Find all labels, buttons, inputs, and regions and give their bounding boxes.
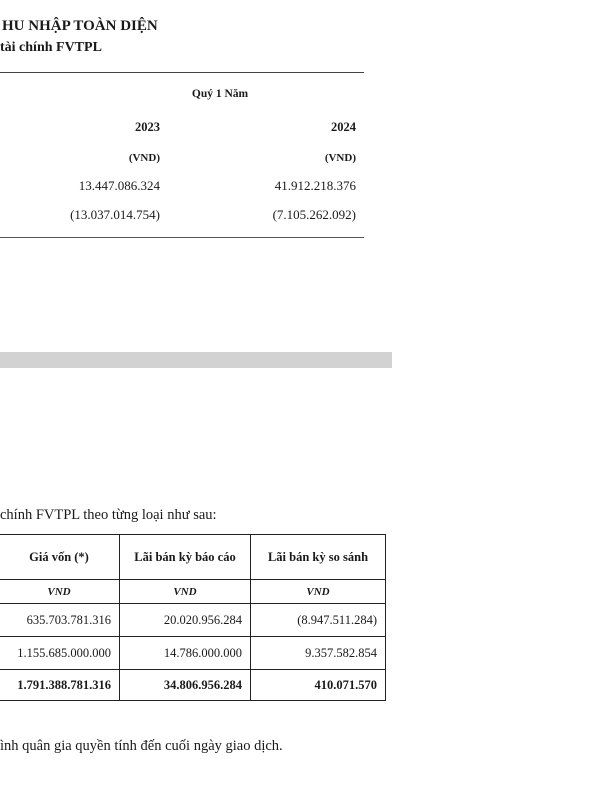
period-label: Quý 1 Năm — [191, 88, 249, 100]
table-total-row — [0, 670, 386, 701]
header-rule — [0, 72, 364, 73]
table-cell: 9.357.582.854 — [251, 637, 386, 670]
header-gain-current: Lãi bán kỳ báo cáo — [120, 535, 251, 580]
statement-title: HU NHẬP TOÀN DIỆN — [2, 18, 158, 34]
table-header-row — [0, 535, 386, 580]
table-cell: 635.703.781.316 — [0, 604, 120, 637]
page-separator — [0, 352, 392, 368]
bottom-rule — [0, 237, 364, 238]
total-cell: 34.806.956.284 — [120, 670, 251, 701]
table-intro: chính FVTPL theo từng loại như sau: — [0, 507, 217, 523]
total-cell: 410.071.570 — [251, 670, 386, 701]
table-row — [0, 637, 386, 670]
year-2023: 2023 — [135, 120, 160, 134]
row2-2024: (7.105.262.092) — [272, 207, 356, 222]
total-cell: 1.791.388.781.316 — [0, 670, 120, 701]
row2-2023: (13.037.014.754) — [70, 207, 160, 222]
footnote: ình quân gia quyền tính đến cuối ngày giao dịch. — [0, 738, 283, 754]
statement-page-top — [0, 0, 392, 352]
table-unit-row — [0, 580, 386, 604]
table-cell: 1.155.685.000.000 — [0, 637, 120, 670]
table-cell: 20.020.956.284 — [120, 604, 251, 637]
unit-cell: VND — [0, 580, 120, 604]
unit-2023: (VND) — [128, 152, 160, 164]
table-cell: 14.786.000.000 — [120, 637, 251, 670]
row1-2024: 41.912.218.376 — [274, 178, 356, 193]
statement-subtitle: tài chính FVTPL — [0, 40, 102, 55]
gain-loss-table — [0, 534, 386, 701]
table-cell: (8.947.511.284) — [251, 604, 386, 637]
row1-2023: 13.447.086.324 — [78, 178, 160, 193]
unit-2024: (VND) — [324, 152, 356, 164]
header-cost: Giá vốn (*) — [0, 535, 120, 580]
year-2024: 2024 — [331, 120, 356, 134]
table-row — [0, 604, 386, 637]
unit-cell: VND — [251, 580, 386, 604]
header-gain-compare: Lãi bán kỳ so sánh — [251, 535, 386, 580]
unit-cell: VND — [120, 580, 251, 604]
